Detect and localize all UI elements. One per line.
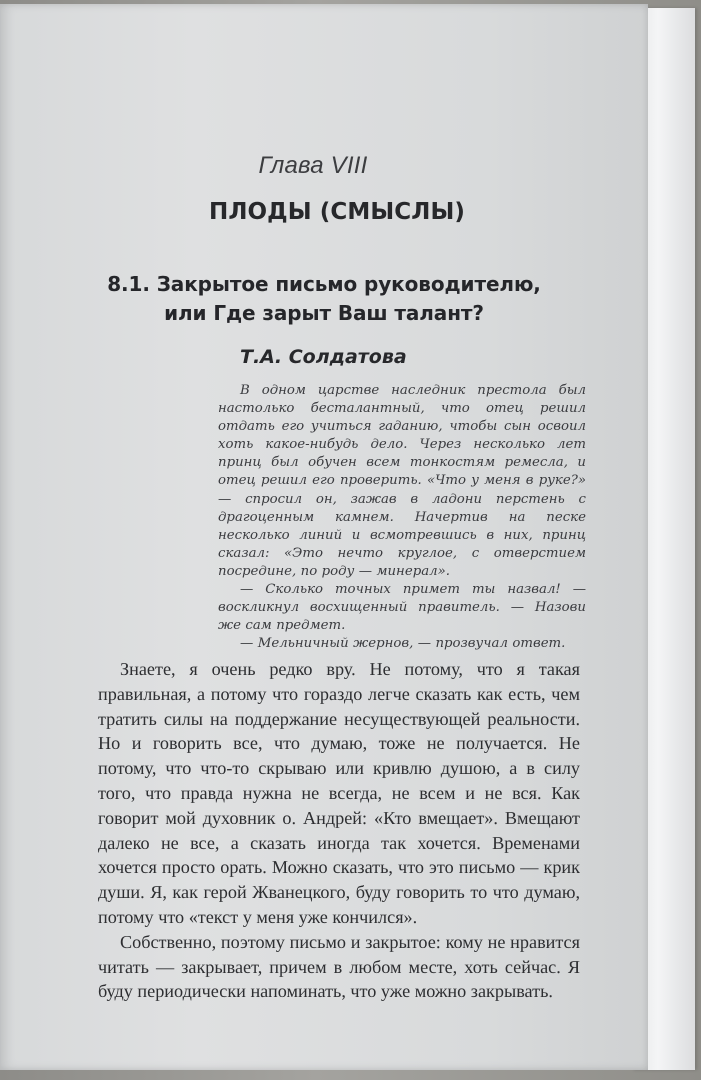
body-paragraph-2: Собственно, поэтому письмо и закрытое: кому не нравится читать — закрывает, причем в любом месте, хоть сейчас. Я буду периодически напоминать, что уже можно закрывать. (98, 931, 580, 1002)
section-title (84, 270, 564, 328)
chapter-label: Глава VIII (258, 152, 368, 179)
author-name: Т.А. Солдатова (240, 346, 407, 368)
section-title-line-1: 8.1. Закрытое письмо руководителю, (107, 272, 541, 296)
body-paragraph-1: Знаете, я очень редко вру. Не потому, что я такая правильная, а потому что гораздо легче сказать как есть, чем тратить силы на поддержание несуществующей реальности. Но и говорить все, что думаю, тоже не получается. Не потому, что что-то скрываю или кривлю душою, а в силу того, что правда нужна не всегда, не всем и не вся. Как говорит мой духовник о. Андрей: «Кто вмещает». Вмещают далеко не все, а сказать иногда так хочется. Временами хочется просто орать. Можно сказать, что это письмо — крик души. Я, как герой Жванецкого, буду говорить то что думаю, потому что «текст у меня уже кончился». (98, 659, 580, 927)
epigraph-paragraph-1: В одном царстве наследник престола был настолько бесталантный, что отец решил отдать его учиться гаданию, чтобы сын освоил хоть какое-нибудь дело. Через несколько лет принц был обучен всем тонкостям ремесла, и отец решил его проверить. «Что у меня в руке?» — спросил он, зажав в ладони перстень с драгоценным камнем. Начертив на песке несколько линий и всмотревшись в них, принц сказал: «Это нечто круглое, с отверстием посредине, по роду — минерал». (218, 383, 586, 579)
epigraph-paragraph-2: — Сколько точных примет ты назвал! — воскликнул восхищенный правитель. — Назови же сам предмет. (218, 582, 586, 634)
epigraph (218, 382, 586, 653)
book-page (0, 4, 648, 1070)
body-text (98, 657, 580, 1004)
section-title-line-2: или Где зарыт Ваш талант? (164, 301, 484, 325)
chapter-title: ПЛОДЫ (СМЫСЛЫ) (208, 199, 466, 225)
epigraph-paragraph-3: — Мельничный жернов, — прозвучал ответ. (240, 636, 566, 652)
